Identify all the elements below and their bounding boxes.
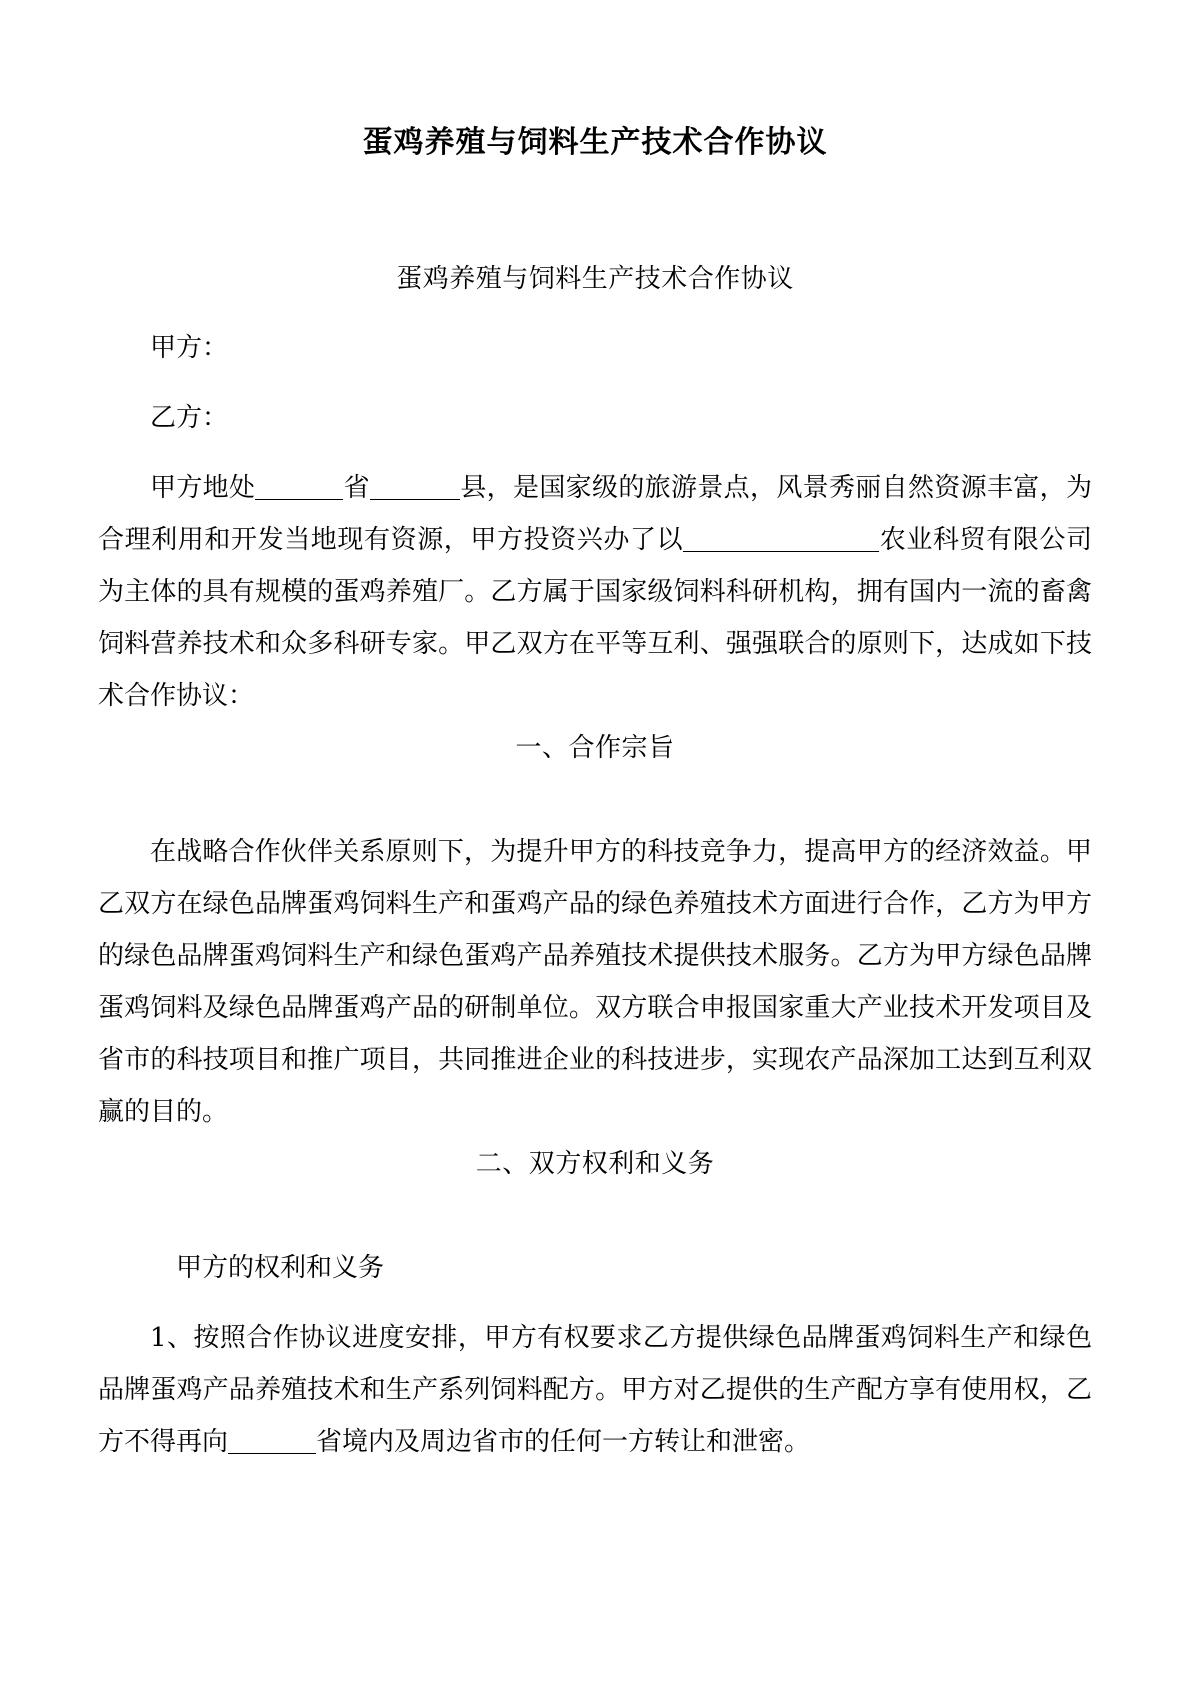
item-1-text-part-1: 1、按照合作协议进度安排，甲方有权要求乙方提供绿色品牌蛋鸡饲料生产和绿色品牌蛋鸡产品养殖技术和生产系列饲料配方。甲方对乙提供的生产配方享有使用权，乙方不得再向 <box>98 1323 1092 1457</box>
preamble-segment-1: 甲方地处 <box>150 473 256 503</box>
preamble-segment-4: 农业科贸有限公司为主体的具有规模的蛋鸡养殖厂。乙方属于国家级饲料科研机构，拥有国内一流的畜禽饲料营养技术和众多科研专家。甲乙双方在平等互利、强强联合的原则下，达成如下技术合作协议： <box>98 525 1092 711</box>
section-2-item-1 <box>98 1312 1092 1468</box>
spacer <box>98 1190 1092 1242</box>
item-1-text-part-2: 省境内及周边省市的任何一方转让和泄密。 <box>316 1427 811 1457</box>
preamble-segment-3: 县，是国家级的旅游景点，风景秀丽自然资源丰富，为合理利用和开发当地现有资源，甲方投资兴办了以 <box>98 473 1092 555</box>
spacer <box>98 374 1092 392</box>
section-heading-1: 一、合作宗旨 <box>515 733 675 763</box>
section-2-subheading: 甲方的权利和义务 <box>176 1253 385 1283</box>
blank-company-field[interactable] <box>683 525 879 552</box>
party-a-line: 甲方： <box>150 333 229 363</box>
blank-province-field[interactable] <box>255 473 343 500</box>
preamble-paragraph <box>98 462 1092 722</box>
spacer <box>98 292 1092 322</box>
page-title: 蛋鸡养殖与饲料生产技术合作协议 <box>362 125 828 160</box>
document-subtitle: 蛋鸡养殖与饲料生产技术合作协议 <box>396 264 794 294</box>
preamble-segment-2: 省 <box>343 473 370 503</box>
spacer <box>98 774 1092 826</box>
section-heading-2: 二、双方权利和义务 <box>475 1149 715 1179</box>
blank-county-field[interactable] <box>370 473 460 500</box>
spacer <box>98 1294 1092 1312</box>
spacer <box>98 444 1092 462</box>
blank-province-restriction-field[interactable] <box>228 1427 316 1454</box>
section-1-paragraph: 在战略合作伙伴关系原则下，为提升甲方的科技竞争力，提高甲方的经济效益。甲乙双方在绿色品牌蛋鸡饲料生产和蛋鸡产品的绿色养殖技术方面进行合作，乙方为甲方的绿色品牌蛋鸡饲料生产和绿色蛋鸡产品养殖技术提供技术服务。乙方为甲方绿色品牌蛋鸡饲料及绿色品牌蛋鸡产品的研制单位。双方联合申报国家重大产业技术开发项目及省市的科技项目和推广项目，共同推进企业的科技进步，实现农产品深加工达到互利双赢的目的。 <box>98 837 1092 1127</box>
party-b-line: 乙方： <box>150 403 229 433</box>
